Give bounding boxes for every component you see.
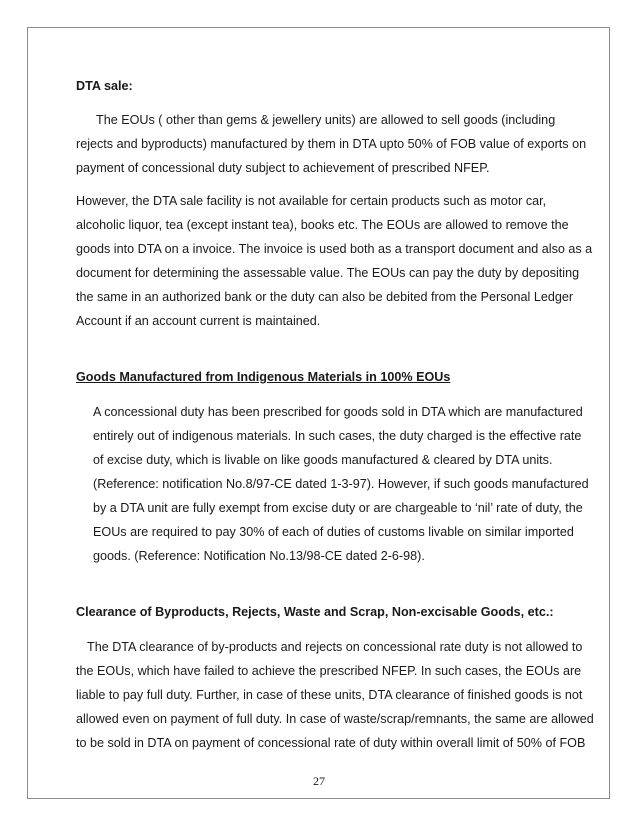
text-line: The EOUs ( other than gems & jewellery units) are allowed to sell goods (including <box>96 113 556 127</box>
text-line: goods. (Reference: Notification No.13/98-CE dated 2-6-98). <box>93 549 425 563</box>
text-line: payment of concessional duty subject to achievement of prescribed NFEP. <box>76 161 490 175</box>
text-line: entirely out of indigenous materials. In such cases, the duty charged is the effective rate <box>93 429 582 443</box>
text-line: The DTA clearance of by-products and rejects on concessional rate duty is not allowed to <box>87 640 583 654</box>
heading-dta-sale: DTA sale: <box>76 79 133 93</box>
text-line: rejects and byproducts) manufactured by them in DTA upto 50% of FOB value of exports on <box>76 137 587 151</box>
text-line: Account if an account current is maintained. <box>76 314 321 328</box>
text-line: to be sold in DTA on payment of concessional rate of duty within overall limit of 50% of FOB <box>76 736 586 750</box>
text-line: A concessional duty has been prescribed for goods sold in DTA which are manufactured <box>93 405 583 419</box>
text-line: (Reference: notification No.8/97-CE dated 1-3-97). However, if such goods manufactured <box>93 477 589 491</box>
text-line: liable to pay full duty. Further, in case of these units, DTA clearance of finished goods is not <box>76 688 583 702</box>
page-number: 27 <box>313 774 325 788</box>
text-line: by a DTA unit are fully exempt from excise duty or are chargeable to ‘nil’ rate of duty, the <box>93 501 583 515</box>
text-line: document for determining the assessable value. The EOUs can pay the duty by depositing <box>76 266 580 280</box>
text-line: EOUs are required to pay 30% of each of duties of customs livable on similar imported <box>93 525 574 539</box>
text-line: of excise duty, which is livable on like goods manufactured & cleared by DTA units. <box>93 453 553 467</box>
heading-indigenous-materials: Goods Manufactured from Indigenous Materials in 100% EOUs <box>76 370 451 384</box>
text-line: goods into DTA on a invoice. The invoice is used both as a transport document and also as a <box>76 242 593 256</box>
text-line: the same in an authorized bank or the duty can also be debited from the Personal Ledger <box>76 290 574 304</box>
text-line: However, the DTA sale facility is not available for certain products such as motor car, <box>76 194 547 208</box>
text-line: allowed even on payment of full duty. In case of waste/scrap/remnants, the same are allowed <box>76 712 594 726</box>
text-line: alcoholic liquor, tea (except instant tea), books etc. The EOUs are allowed to remove the <box>76 218 569 232</box>
heading-clearance-byproducts: Clearance of Byproducts, Rejects, Waste and Scrap, Non-excisable Goods, etc.: <box>76 605 554 619</box>
text-line: the EOUs, which have failed to achieve the prescribed NFEP. In such cases, the EOUs are <box>76 664 582 678</box>
